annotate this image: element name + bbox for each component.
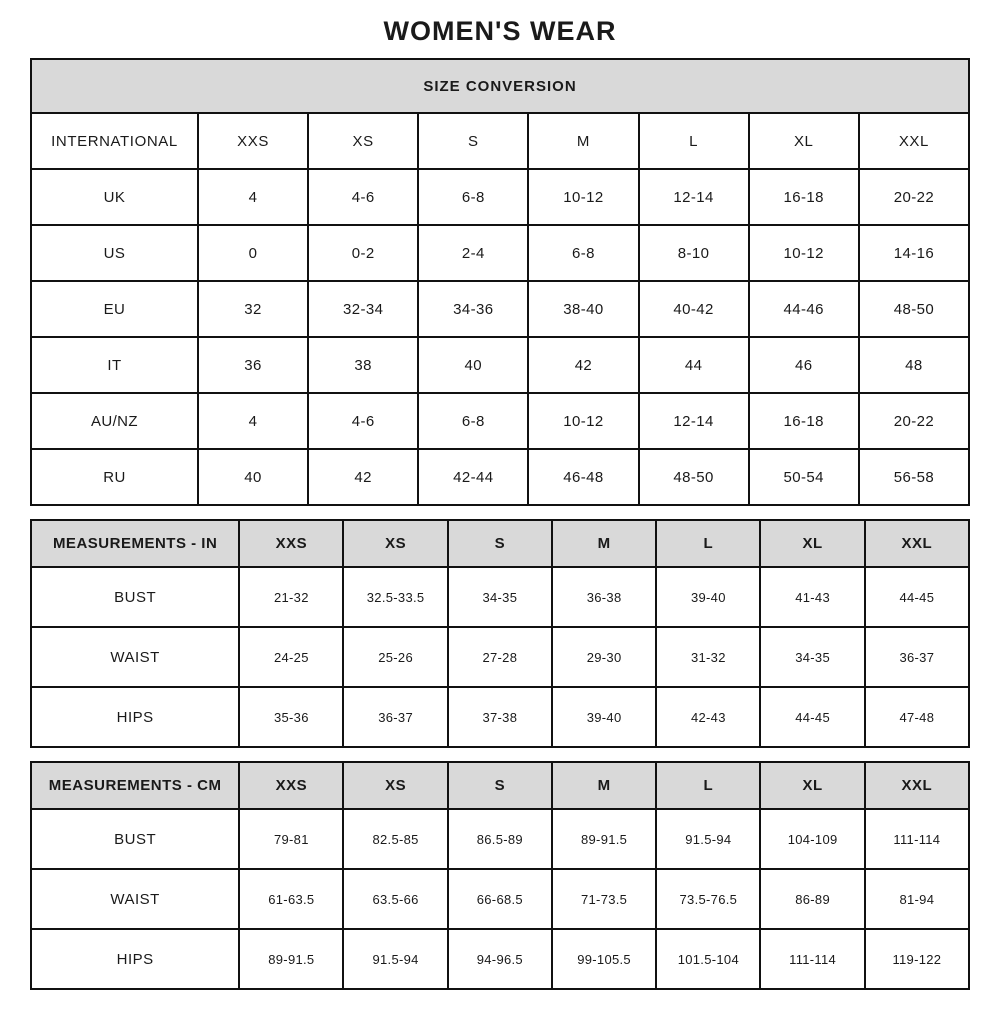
size-chart-page: [0, 16, 1000, 990]
row-label: BUST: [31, 567, 239, 627]
row-label: WAIST: [31, 869, 239, 929]
column-header-xl: XL: [760, 762, 864, 809]
table-cell: 10-12: [528, 393, 638, 449]
page-title: WOMEN'S WEAR: [383, 16, 617, 46]
table-cell: 111-114: [865, 809, 969, 869]
table-cell: 41-43: [760, 567, 864, 627]
table-header-row: [31, 113, 969, 169]
row-label: US: [31, 225, 198, 281]
row-label: AU/NZ: [31, 393, 198, 449]
table-cell: 44-45: [865, 567, 969, 627]
table-cell: 44: [639, 337, 749, 393]
table-cell: 40-42: [639, 281, 749, 337]
row-label: IT: [31, 337, 198, 393]
table-cell: 32-34: [308, 281, 418, 337]
table-row: [31, 337, 969, 393]
table-cell: 29-30: [552, 627, 656, 687]
table-row: [31, 169, 969, 225]
row-label: HIPS: [31, 929, 239, 989]
row-label: WAIST: [31, 627, 239, 687]
table-cell: 99-105.5: [552, 929, 656, 989]
header-row-label: MEASUREMENTS - IN: [31, 520, 239, 567]
table-cell: 21-32: [239, 567, 343, 627]
table-cell: 36-37: [343, 687, 447, 747]
table-cell: 38: [308, 337, 418, 393]
table-cell: 71-73.5: [552, 869, 656, 929]
table-cell: 42: [308, 449, 418, 505]
table-cell: 46: [749, 337, 859, 393]
table-cell: 10-12: [749, 225, 859, 281]
table-cell: 4: [198, 169, 308, 225]
table-header-row: [31, 762, 969, 809]
table-cell: 4-6: [308, 393, 418, 449]
table-cell: 6-8: [418, 393, 528, 449]
table-cell: 81-94: [865, 869, 969, 929]
table-row: [31, 449, 969, 505]
column-header-xxs: XXS: [239, 762, 343, 809]
table-cell: 39-40: [552, 687, 656, 747]
row-label: BUST: [31, 809, 239, 869]
row-label: RU: [31, 449, 198, 505]
table-cell: 2-4: [418, 225, 528, 281]
table-cell: 10-12: [528, 169, 638, 225]
table-cell: 6-8: [418, 169, 528, 225]
table-row: [31, 869, 969, 929]
row-label: HIPS: [31, 687, 239, 747]
size-conversion-table: [30, 58, 970, 506]
row-label: UK: [31, 169, 198, 225]
table-cell: 61-63.5: [239, 869, 343, 929]
table-cell: 34-35: [448, 567, 552, 627]
table-cell: 89-91.5: [239, 929, 343, 989]
table-cell: 66-68.5: [448, 869, 552, 929]
column-header-xs: XS: [343, 520, 447, 567]
table-cell: 48-50: [639, 449, 749, 505]
table-cell: 4: [198, 393, 308, 449]
table-cell: 38-40: [528, 281, 638, 337]
column-header-xxl: XXL: [865, 762, 969, 809]
header-row-label: INTERNATIONAL: [31, 113, 198, 169]
table-cell: 104-109: [760, 809, 864, 869]
table-cell: 94-96.5: [448, 929, 552, 989]
table-cell: 36-38: [552, 567, 656, 627]
table-cell: 39-40: [656, 567, 760, 627]
table-cell: 119-122: [865, 929, 969, 989]
column-header-xxl: XXL: [859, 113, 969, 169]
column-header-xxs: XXS: [198, 113, 308, 169]
table-cell: 34-36: [418, 281, 528, 337]
column-header-s: S: [448, 762, 552, 809]
table-cell: 16-18: [749, 393, 859, 449]
table-cell: 32: [198, 281, 308, 337]
table-cell: 42-43: [656, 687, 760, 747]
table-cell: 86.5-89: [448, 809, 552, 869]
table-row: [31, 225, 969, 281]
column-header-l: L: [639, 113, 749, 169]
table-cell: 12-14: [639, 169, 749, 225]
table-row: [31, 567, 969, 627]
column-header-m: M: [528, 113, 638, 169]
table-cell: 91.5-94: [343, 929, 447, 989]
table-cell: 48-50: [859, 281, 969, 337]
table-row: [31, 281, 969, 337]
table-cell: 0-2: [308, 225, 418, 281]
table-cell: 79-81: [239, 809, 343, 869]
table-cell: 89-91.5: [552, 809, 656, 869]
table-header-row: [31, 520, 969, 567]
table-row: [31, 687, 969, 747]
table-cell: 31-32: [656, 627, 760, 687]
table-cell: 42-44: [418, 449, 528, 505]
table-cell: 63.5-66: [343, 869, 447, 929]
table-cell: 82.5-85: [343, 809, 447, 869]
table-cell: 14-16: [859, 225, 969, 281]
column-header-xs: XS: [343, 762, 447, 809]
table-cell: 20-22: [859, 169, 969, 225]
table-cell: 48: [859, 337, 969, 393]
table-row: [31, 627, 969, 687]
table-cell: 37-38: [448, 687, 552, 747]
table-cell: 16-18: [749, 169, 859, 225]
column-header-xxl: XXL: [865, 520, 969, 567]
column-header-xl: XL: [760, 520, 864, 567]
column-header-xl: XL: [749, 113, 859, 169]
row-label: EU: [31, 281, 198, 337]
table-cell: 42: [528, 337, 638, 393]
column-header-s: S: [448, 520, 552, 567]
table-banner: SIZE CONVERSION: [31, 59, 969, 113]
measurements-in-table: [30, 519, 970, 748]
column-header-m: M: [552, 762, 656, 809]
table-cell: 73.5-76.5: [656, 869, 760, 929]
column-header-m: M: [552, 520, 656, 567]
column-header-l: L: [656, 762, 760, 809]
table-row: [31, 809, 969, 869]
column-header-l: L: [656, 520, 760, 567]
table-cell: 24-25: [239, 627, 343, 687]
table-cell: 44-46: [749, 281, 859, 337]
table-cell: 36: [198, 337, 308, 393]
table-cell: 20-22: [859, 393, 969, 449]
table-row: [31, 929, 969, 989]
table-cell: 4-6: [308, 169, 418, 225]
table-cell: 6-8: [528, 225, 638, 281]
table-cell: 91.5-94: [656, 809, 760, 869]
table-cell: 27-28: [448, 627, 552, 687]
table-cell: 40: [198, 449, 308, 505]
table-cell: 86-89: [760, 869, 864, 929]
table-cell: 46-48: [528, 449, 638, 505]
table-cell: 34-35: [760, 627, 864, 687]
table-cell: 44-45: [760, 687, 864, 747]
table-cell: 8-10: [639, 225, 749, 281]
header-row-label: MEASUREMENTS - CM: [31, 762, 239, 809]
measurements-cm-table: [30, 761, 970, 990]
table-cell: 32.5-33.5: [343, 567, 447, 627]
table-cell: 101.5-104: [656, 929, 760, 989]
table-cell: 47-48: [865, 687, 969, 747]
table-cell: 40: [418, 337, 528, 393]
table-cell: 56-58: [859, 449, 969, 505]
column-header-xs: XS: [308, 113, 418, 169]
table-cell: 12-14: [639, 393, 749, 449]
table-cell: 50-54: [749, 449, 859, 505]
table-row: [31, 393, 969, 449]
table-cell: 36-37: [865, 627, 969, 687]
table-banner-row: [31, 59, 969, 113]
table-cell: 25-26: [343, 627, 447, 687]
column-header-xxs: XXS: [239, 520, 343, 567]
table-cell: 111-114: [760, 929, 864, 989]
table-cell: 0: [198, 225, 308, 281]
column-header-s: S: [418, 113, 528, 169]
table-cell: 35-36: [239, 687, 343, 747]
